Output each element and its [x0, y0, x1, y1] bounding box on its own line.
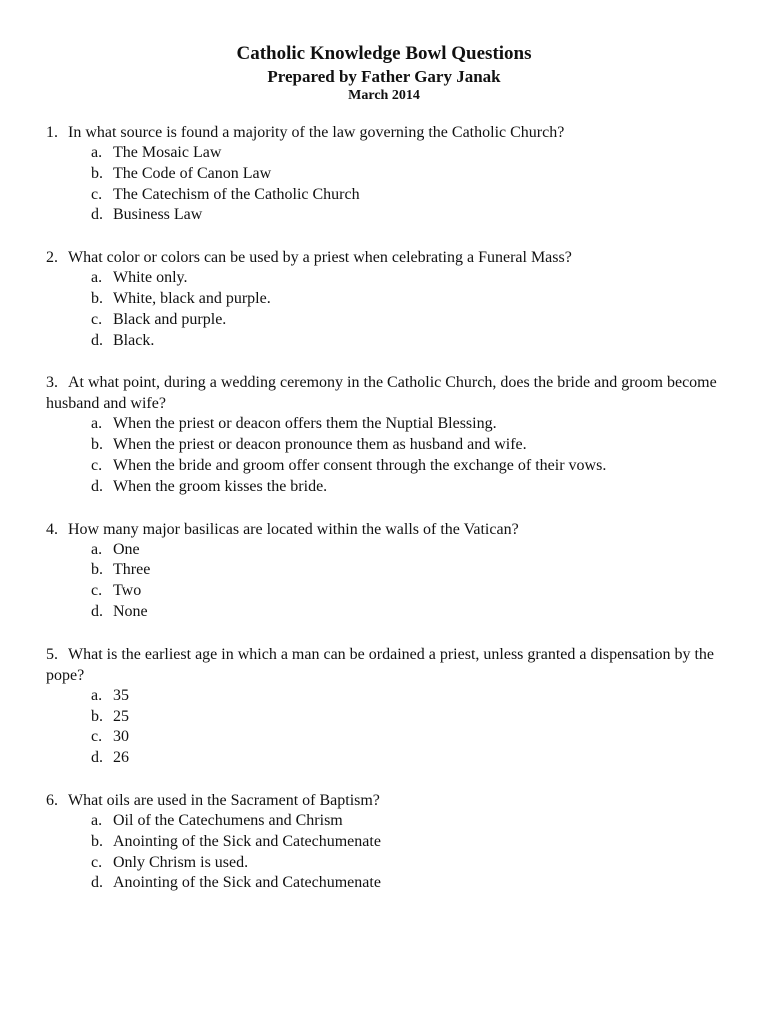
question-text-line [46, 519, 736, 540]
option-text: Three [113, 561, 151, 579]
option-text: Only Chrism is used. [113, 853, 249, 871]
option-letter: b. [91, 561, 103, 579]
answer-option [46, 414, 736, 435]
option-text: Anointing of the Sick and Catechumenate [113, 874, 381, 892]
answer-option [46, 540, 736, 561]
option-letter: b. [91, 707, 103, 725]
option-letter: d. [91, 331, 103, 349]
answer-option [46, 435, 736, 456]
answer-option [46, 560, 736, 581]
option-text: When the groom kisses the bride. [113, 477, 328, 495]
option-text: The Mosaic Law [113, 144, 222, 161]
answer-option [46, 727, 736, 748]
answer-option [46, 832, 736, 853]
answer-option [46, 310, 736, 331]
option-letter: b. [91, 436, 103, 454]
option-text: 25 [113, 707, 129, 725]
option-letter: d. [91, 206, 103, 224]
answer-option [46, 456, 736, 477]
option-text: When the bride and groom offer consent through the exchange of their vows. [113, 456, 607, 474]
question-text: What color or colors can be used by a priest when celebrating a Funeral Mass? [68, 249, 572, 267]
question-number: 1. [46, 124, 58, 141]
option-text: 26 [113, 749, 129, 767]
option-letter: c. [91, 853, 103, 871]
option-text: Oil of the Catechumens and Chrism [113, 811, 343, 829]
answer-option [46, 185, 736, 206]
answer-option [46, 581, 736, 602]
option-text: 30 [113, 728, 129, 746]
answer-option [46, 143, 736, 164]
question-text: What oils are used in the Sacrament of Baptism? [68, 791, 380, 809]
option-text: Two [113, 582, 142, 600]
option-letter: d. [91, 602, 103, 620]
option-letter: d. [91, 477, 103, 495]
option-text: When the priest or deacon offers them the Nuptial Blessing. [113, 415, 497, 433]
question-text-line [46, 790, 736, 811]
option-letter: c. [91, 310, 103, 328]
option-letter: c. [91, 728, 103, 746]
question-item [46, 644, 736, 769]
document-title: Catholic Knowledge Bowl Questions [236, 43, 532, 64]
option-letter: b. [91, 832, 103, 850]
option-text: Black and purple. [113, 310, 227, 328]
option-letter: a. [91, 686, 103, 704]
option-letter: a. [91, 415, 103, 433]
answer-option [46, 811, 736, 832]
answer-option [46, 853, 736, 874]
question-number: 2. [46, 249, 58, 267]
option-letter: a. [91, 540, 103, 558]
answer-option [46, 686, 736, 707]
document-header [0, 42, 768, 105]
question-text-line [46, 247, 736, 268]
option-text: 35 [113, 686, 129, 704]
answer-option [46, 748, 736, 769]
question-text: How many major basilicas are located within the walls of the Vatican? [68, 520, 519, 538]
question-list [46, 122, 736, 915]
question-number: 3. [46, 374, 58, 392]
option-letter: c. [91, 582, 103, 600]
question-number: 4. [46, 520, 58, 538]
answer-option [46, 331, 736, 352]
question-text: What is the earliest age in which a man can be ordained a priest, unless granted a dispensation by the pope? [46, 645, 715, 684]
option-text: Business Law [113, 206, 203, 224]
answer-option [46, 873, 736, 894]
answer-option [46, 268, 736, 289]
option-text: The Code of Canon Law [113, 164, 272, 182]
option-letter: d. [91, 749, 103, 767]
question-item [46, 247, 736, 351]
document-subtitle: Prepared by Father Gary Janak [267, 67, 501, 86]
answer-option [46, 289, 736, 310]
option-letter: c. [91, 456, 103, 474]
answer-option [46, 602, 736, 623]
option-letter: a. [91, 269, 103, 287]
answer-option [46, 205, 736, 226]
question-number: 6. [46, 791, 58, 809]
option-letter: a. [91, 144, 103, 161]
question-text-line [46, 122, 736, 143]
question-item [46, 790, 736, 894]
question-number: 5. [46, 645, 58, 663]
question-item [46, 372, 736, 497]
option-text: Black. [113, 331, 155, 349]
option-text: None [113, 602, 148, 620]
option-letter: a. [91, 811, 103, 829]
option-text: When the priest or deacon pronounce them as husband and wife. [113, 436, 527, 454]
question-item [46, 519, 736, 623]
option-text: One [113, 540, 140, 558]
option-letter: c. [91, 185, 103, 203]
option-text: The Catechism of the Catholic Church [113, 185, 360, 203]
question-text: In what source is found a majority of the law governing the Catholic Church? [68, 124, 565, 141]
answer-option [46, 164, 736, 185]
question-text-line [46, 644, 736, 686]
answer-option [46, 707, 736, 728]
option-letter: b. [91, 289, 103, 307]
question-item [46, 122, 736, 226]
option-text: White, black and purple. [113, 289, 271, 307]
document-date: March 2014 [348, 88, 420, 103]
option-text: Anointing of the Sick and Catechumenate [113, 832, 381, 850]
option-text: White only. [113, 269, 188, 287]
option-letter: b. [91, 164, 103, 182]
question-text-line [46, 372, 736, 414]
answer-option [46, 477, 736, 498]
question-text: At what point, during a wedding ceremony in the Catholic Church, does the bride and groom become husband and wife? [46, 374, 717, 413]
option-letter: d. [91, 874, 103, 892]
